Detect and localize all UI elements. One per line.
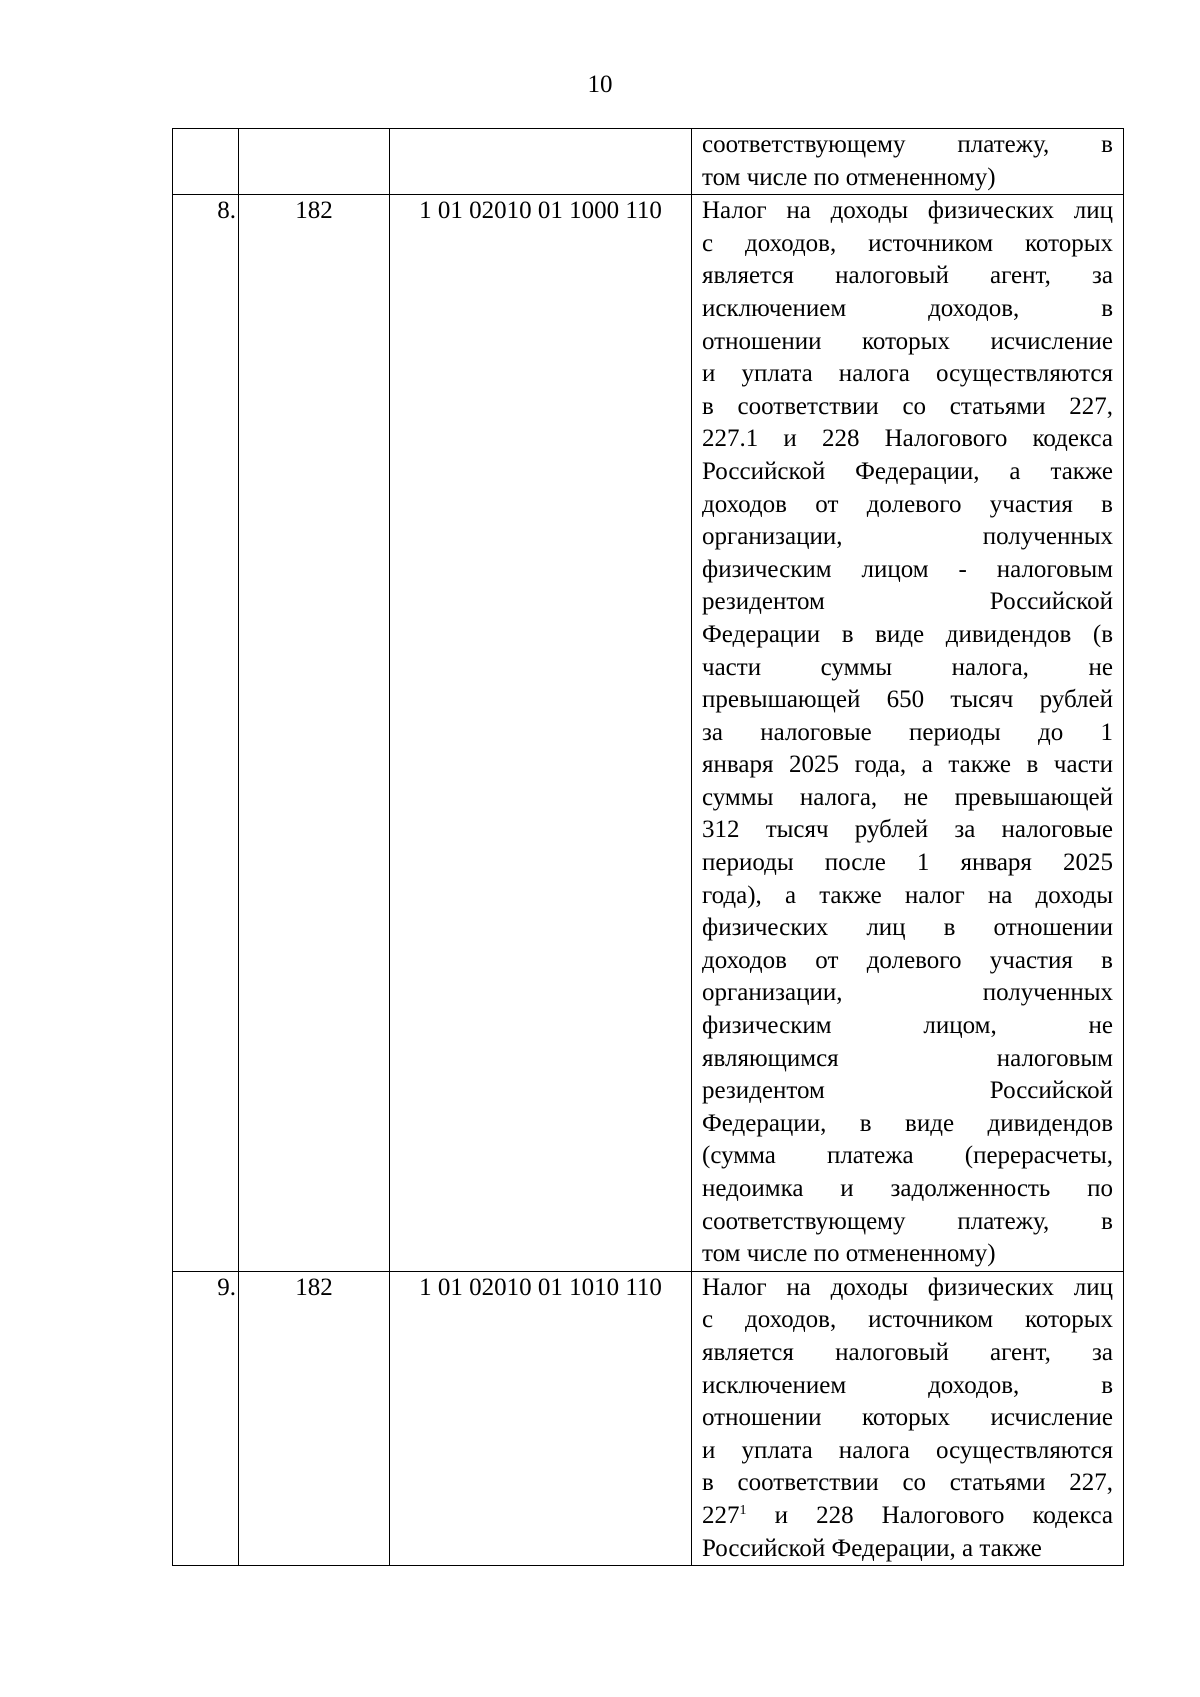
description-line: января 2025 года, а также в части: [702, 751, 1113, 779]
description-line: 227.1 и 228 Налогового кодекса: [702, 425, 1113, 453]
description-line: суммы налога, не превышающей: [702, 783, 1113, 811]
description-line: в соответствии со статьями 227,: [702, 392, 1113, 420]
description-line: и уплата налога осуществляются: [702, 1436, 1113, 1464]
budget-classification-code-cell: 1 01 02010 01 1010 110: [390, 1271, 692, 1565]
description-line: отношении которых исчисление: [702, 1404, 1113, 1432]
description-line: с доходов, источником которых: [702, 229, 1113, 257]
income-description-cell: [692, 129, 1124, 195]
description-line: физическим лицом - налоговым: [702, 555, 1113, 583]
line-remainder: и 228 Налогового кодекса: [746, 1501, 1113, 1529]
administrator-code-cell: 182: [239, 195, 390, 1272]
description-line: является налоговый агент, за: [702, 1338, 1113, 1366]
description-line: доходов от долевого участия в: [702, 946, 1113, 974]
description-line: Налог на доходы физических лиц: [702, 197, 1113, 225]
budget-classification-code-cell: [390, 129, 692, 195]
description-line: 312 тысяч рублей за налоговые: [702, 816, 1113, 844]
description-line: с доходов, источником которых: [702, 1306, 1113, 1334]
row-number-cell: 9.: [173, 1271, 239, 1565]
description-line: отношении которых исчисление: [702, 327, 1113, 355]
description-line: доходов от долевого участия в: [702, 490, 1113, 518]
table-row: [173, 195, 1124, 1272]
description-line: и уплата налога осуществляются: [702, 360, 1113, 388]
description-line: в соответствии со статьями 227,: [702, 1469, 1113, 1497]
description-line: Налог на доходы физических лиц: [702, 1273, 1113, 1301]
budget-classification-code-cell: 1 01 02010 01 1000 110: [390, 195, 692, 1272]
description-line: Российской Федерации, а также: [702, 457, 1113, 485]
description-line: организации, полученных: [702, 979, 1113, 1007]
description-line: превышающей 650 тысяч рублей: [702, 686, 1113, 714]
description-line: исключением доходов, в: [702, 294, 1113, 322]
description-line: физическим лицом, не: [702, 1012, 1113, 1040]
administrator-code-cell: [239, 129, 390, 195]
description-line: за налоговые периоды до 1: [702, 718, 1113, 746]
description-line: [702, 1500, 1113, 1533]
table-row: [173, 1271, 1124, 1565]
description-line: недоимка и задолженность по: [702, 1175, 1113, 1202]
description-line: (сумма платежа (перерасчеты,: [702, 1142, 1113, 1170]
budget-codes-table: [172, 128, 1124, 1566]
superscript-index: 1: [739, 1502, 747, 1518]
description-line: части суммы налога, не: [702, 653, 1113, 681]
description-line: Федерации в виде дивидендов (в: [702, 620, 1113, 648]
income-description-cell: [692, 1271, 1124, 1565]
description-line: том числе по отмененному): [702, 1240, 996, 1268]
row-number-cell: 8.: [173, 195, 239, 1272]
description-line: Российской Федерации, а также: [702, 1534, 1042, 1562]
administrator-code-cell: 182: [239, 1271, 390, 1565]
description-line: являющимся налоговым: [702, 1044, 1113, 1072]
description-line: физических лиц в отношении: [702, 914, 1113, 942]
description-line: исключением доходов, в: [702, 1371, 1113, 1399]
table-row: [173, 129, 1124, 195]
description-line: том числе по отмененному): [702, 163, 996, 191]
description-line: соответствующему платежу, в: [702, 131, 1113, 158]
article-number: 227: [702, 1501, 740, 1529]
description-line: резидентом Российской: [702, 1077, 1113, 1105]
income-description-cell: [692, 195, 1124, 1272]
page-number: 10: [587, 71, 613, 98]
row-number-cell: [173, 129, 239, 195]
table-body: [173, 129, 1124, 1566]
description-line: резидентом Российской: [702, 588, 1113, 616]
description-line: соответствующему платежу, в: [702, 1207, 1113, 1235]
description-line: Федерации, в виде дивидендов: [702, 1109, 1113, 1137]
description-line: является налоговый агент, за: [702, 262, 1113, 290]
description-line: организации, полученных: [702, 523, 1113, 551]
description-line: периоды после 1 января 2025: [702, 849, 1113, 877]
description-line: года), а также налог на доходы: [702, 881, 1113, 909]
